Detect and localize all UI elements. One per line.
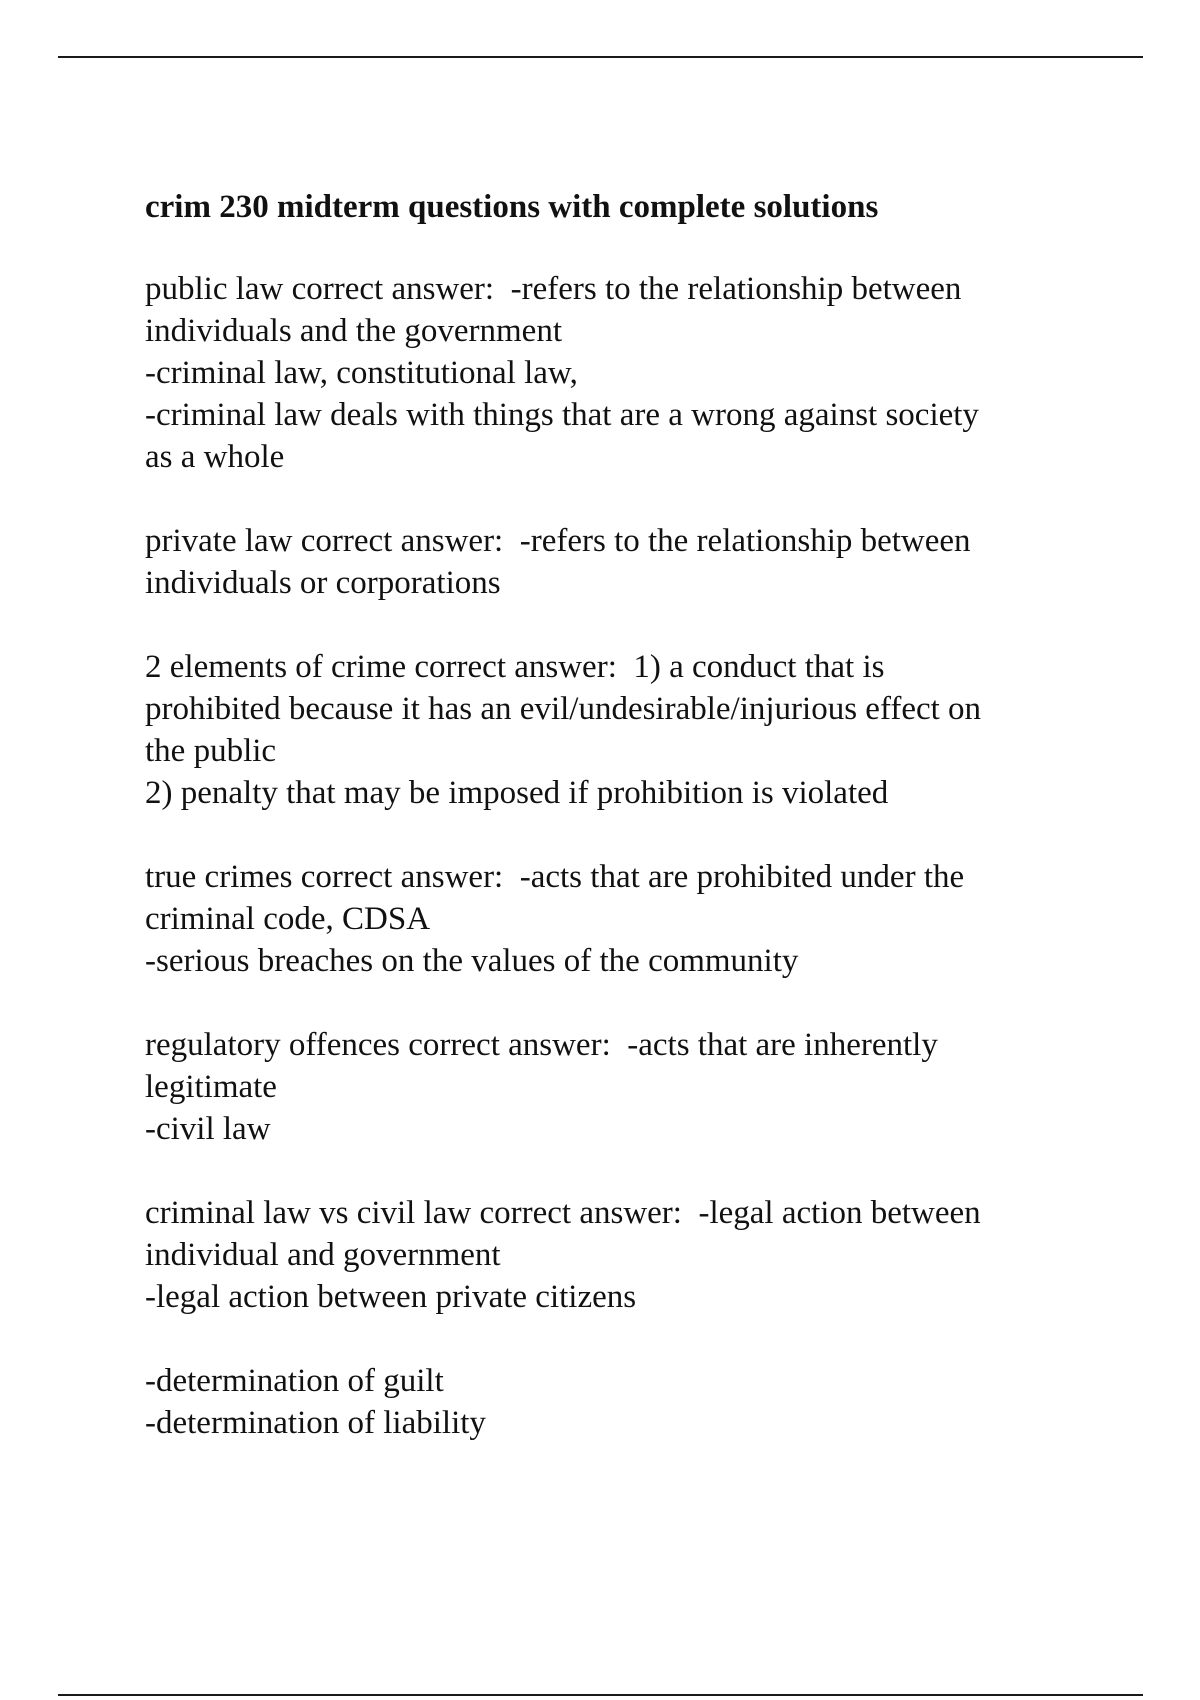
entry-determination (145, 1360, 1085, 1444)
entry-line: -civil law (145, 1111, 271, 1147)
entry-line: as a whole (145, 439, 285, 475)
entry-line: -determination of liability (145, 1405, 486, 1441)
entry-line: -criminal law, constitutional law, (145, 355, 578, 391)
entry-line: individuals or corporations (145, 565, 501, 601)
entry-line: public law correct answer: -refers to the relationship between (145, 271, 962, 307)
entry-elements-of-crime (145, 646, 1085, 814)
entry-line: -criminal law deals with things that are a wrong against society (145, 397, 979, 433)
entry-regulatory-offences (145, 1024, 1085, 1150)
entry-line: true crimes correct answer: -acts that are prohibited under the (145, 859, 965, 895)
entry-line: prohibited because it has an evil/undesirable/injurious effect on (145, 691, 982, 727)
entry-line: legitimate (145, 1069, 277, 1105)
entry-line: regulatory offences correct answer: -acts that are inherently (145, 1027, 938, 1063)
entry-line: 2) penalty that may be imposed if prohibition is violated (145, 775, 889, 811)
entry-line: private law correct answer: -refers to the relationship between (145, 523, 971, 559)
entry-criminal-vs-civil (145, 1192, 1085, 1318)
entry-line: criminal law vs civil law correct answer: -legal action between (145, 1195, 981, 1231)
entry-public-law (145, 268, 1085, 478)
entry-line: individuals and the government (145, 313, 562, 349)
entry-true-crimes (145, 856, 1085, 982)
document-body (145, 186, 1085, 1486)
entry-line: 2 elements of crime correct answer: 1) a conduct that is (145, 649, 885, 685)
entry-line: -legal action between private citizens (145, 1279, 637, 1315)
document-title: crim 230 midterm questions with complete solutions (145, 189, 879, 225)
entry-private-law (145, 520, 1085, 604)
entry-line: individual and government (145, 1237, 501, 1273)
entry-line: -serious breaches on the values of the community (145, 943, 799, 979)
footer-rule (58, 1694, 1143, 1696)
entry-line: -determination of guilt (145, 1363, 444, 1399)
header-rule (58, 56, 1143, 58)
entry-line: the public (145, 733, 277, 769)
entry-line: criminal code, CDSA (145, 901, 431, 937)
